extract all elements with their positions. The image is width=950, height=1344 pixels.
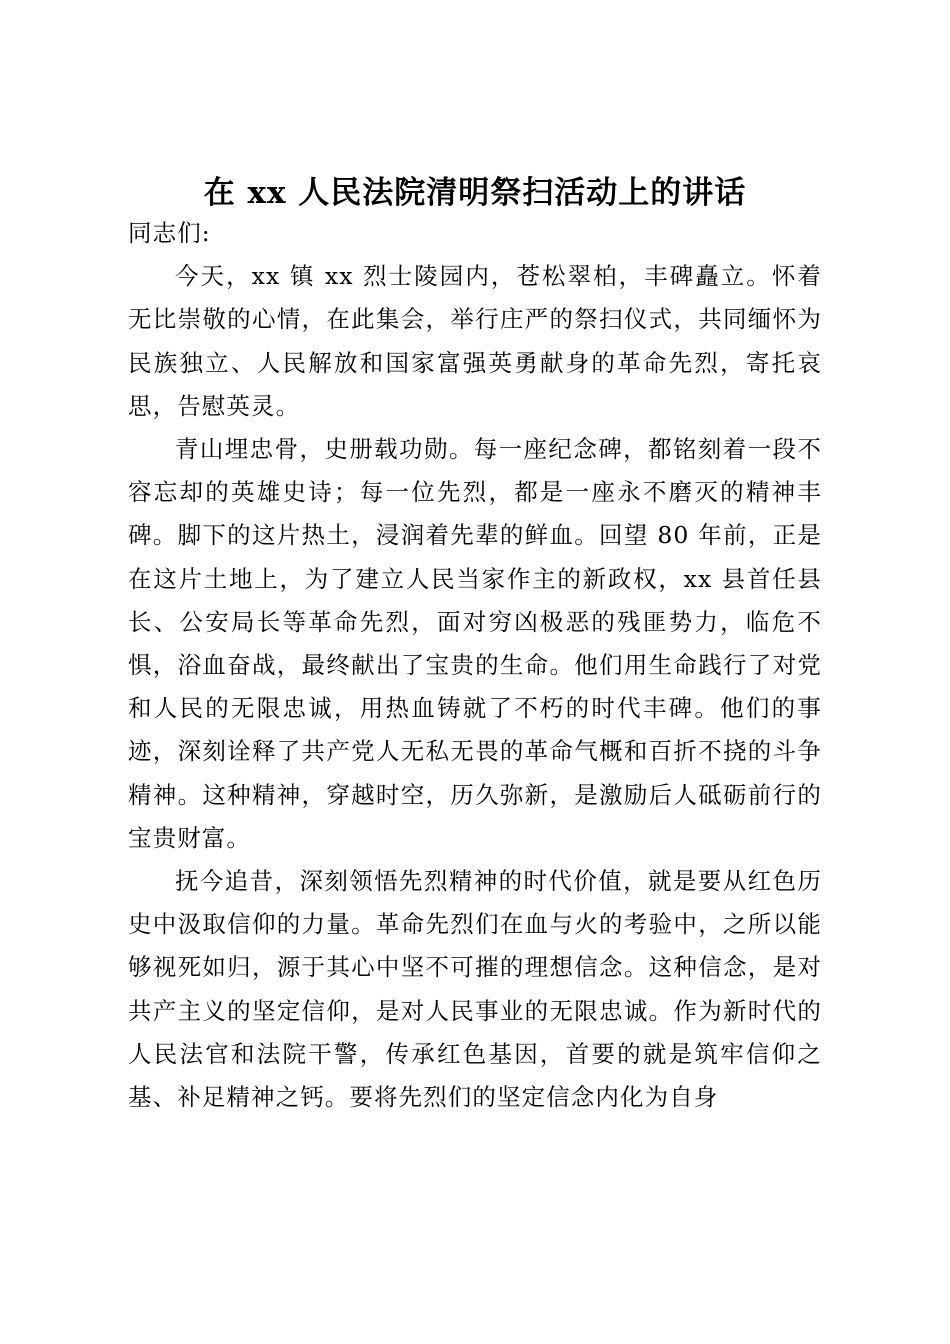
paragraph-3: 抚今追昔，深刻领悟先烈精神的时代价值，就是要从红色历史中汲取信仰的力量。革命先烈们在血与火的考验中，之所以能够视死如归，源于其心中坚不可摧的理想信念。这种信念，是对共产主义的坚定信仰，是对人民事业的无限忠诚。作为新时代的人民法官和法院干警，传承红色基因，首要的就是筑牢信仰之基、补足精神之钙。要将先烈们的坚定信念内化为自身 — [128, 867, 822, 1112]
paragraph-1: 今天，xx 镇 xx 烈士陵园内，苍松翠柏，丰碑矗立。怀着无比崇敬的心情，在此集会，举行庄严的祭扫仪式，共同缅怀为民族独立、人民解放和国家富强英勇献身的革命先烈，寄托哀思，告慰英灵。 — [128, 262, 822, 420]
paragraph-2: 青山埋忠骨，史册载功勋。每一座纪念碑，都铭刻着一段不容忘却的英雄史诗；每一位先烈，都是一座永不磨灭的精神丰碑。脚下的这片热土，浸润着先辈的鲜血。回望 80 年前，正是在这片土地上，为了建立人民当家作主的新政权，xx 县首任县长、公安局长等革命先烈，面对穷凶极恶的残匪势力，临危不惧，浴血奋战，最终献出了宝贵的生命。他们用生命践行了对党和人民的无限忠诚，用热血铸就了不朽的时代丰碑。他们的事迹，深刻诠释了共产党人无私无畏的革命气概和百折不挠的斗争精神。这种精神，穿越时空，历久弥新，是激励后人砥砺前行的宝贵财富。 — [128, 435, 822, 852]
greeting: 同志们: — [128, 219, 211, 247]
document-title: 在 xx 人民法院清明祭扫活动上的讲话 — [203, 175, 747, 211]
document-body — [128, 212, 822, 1119]
